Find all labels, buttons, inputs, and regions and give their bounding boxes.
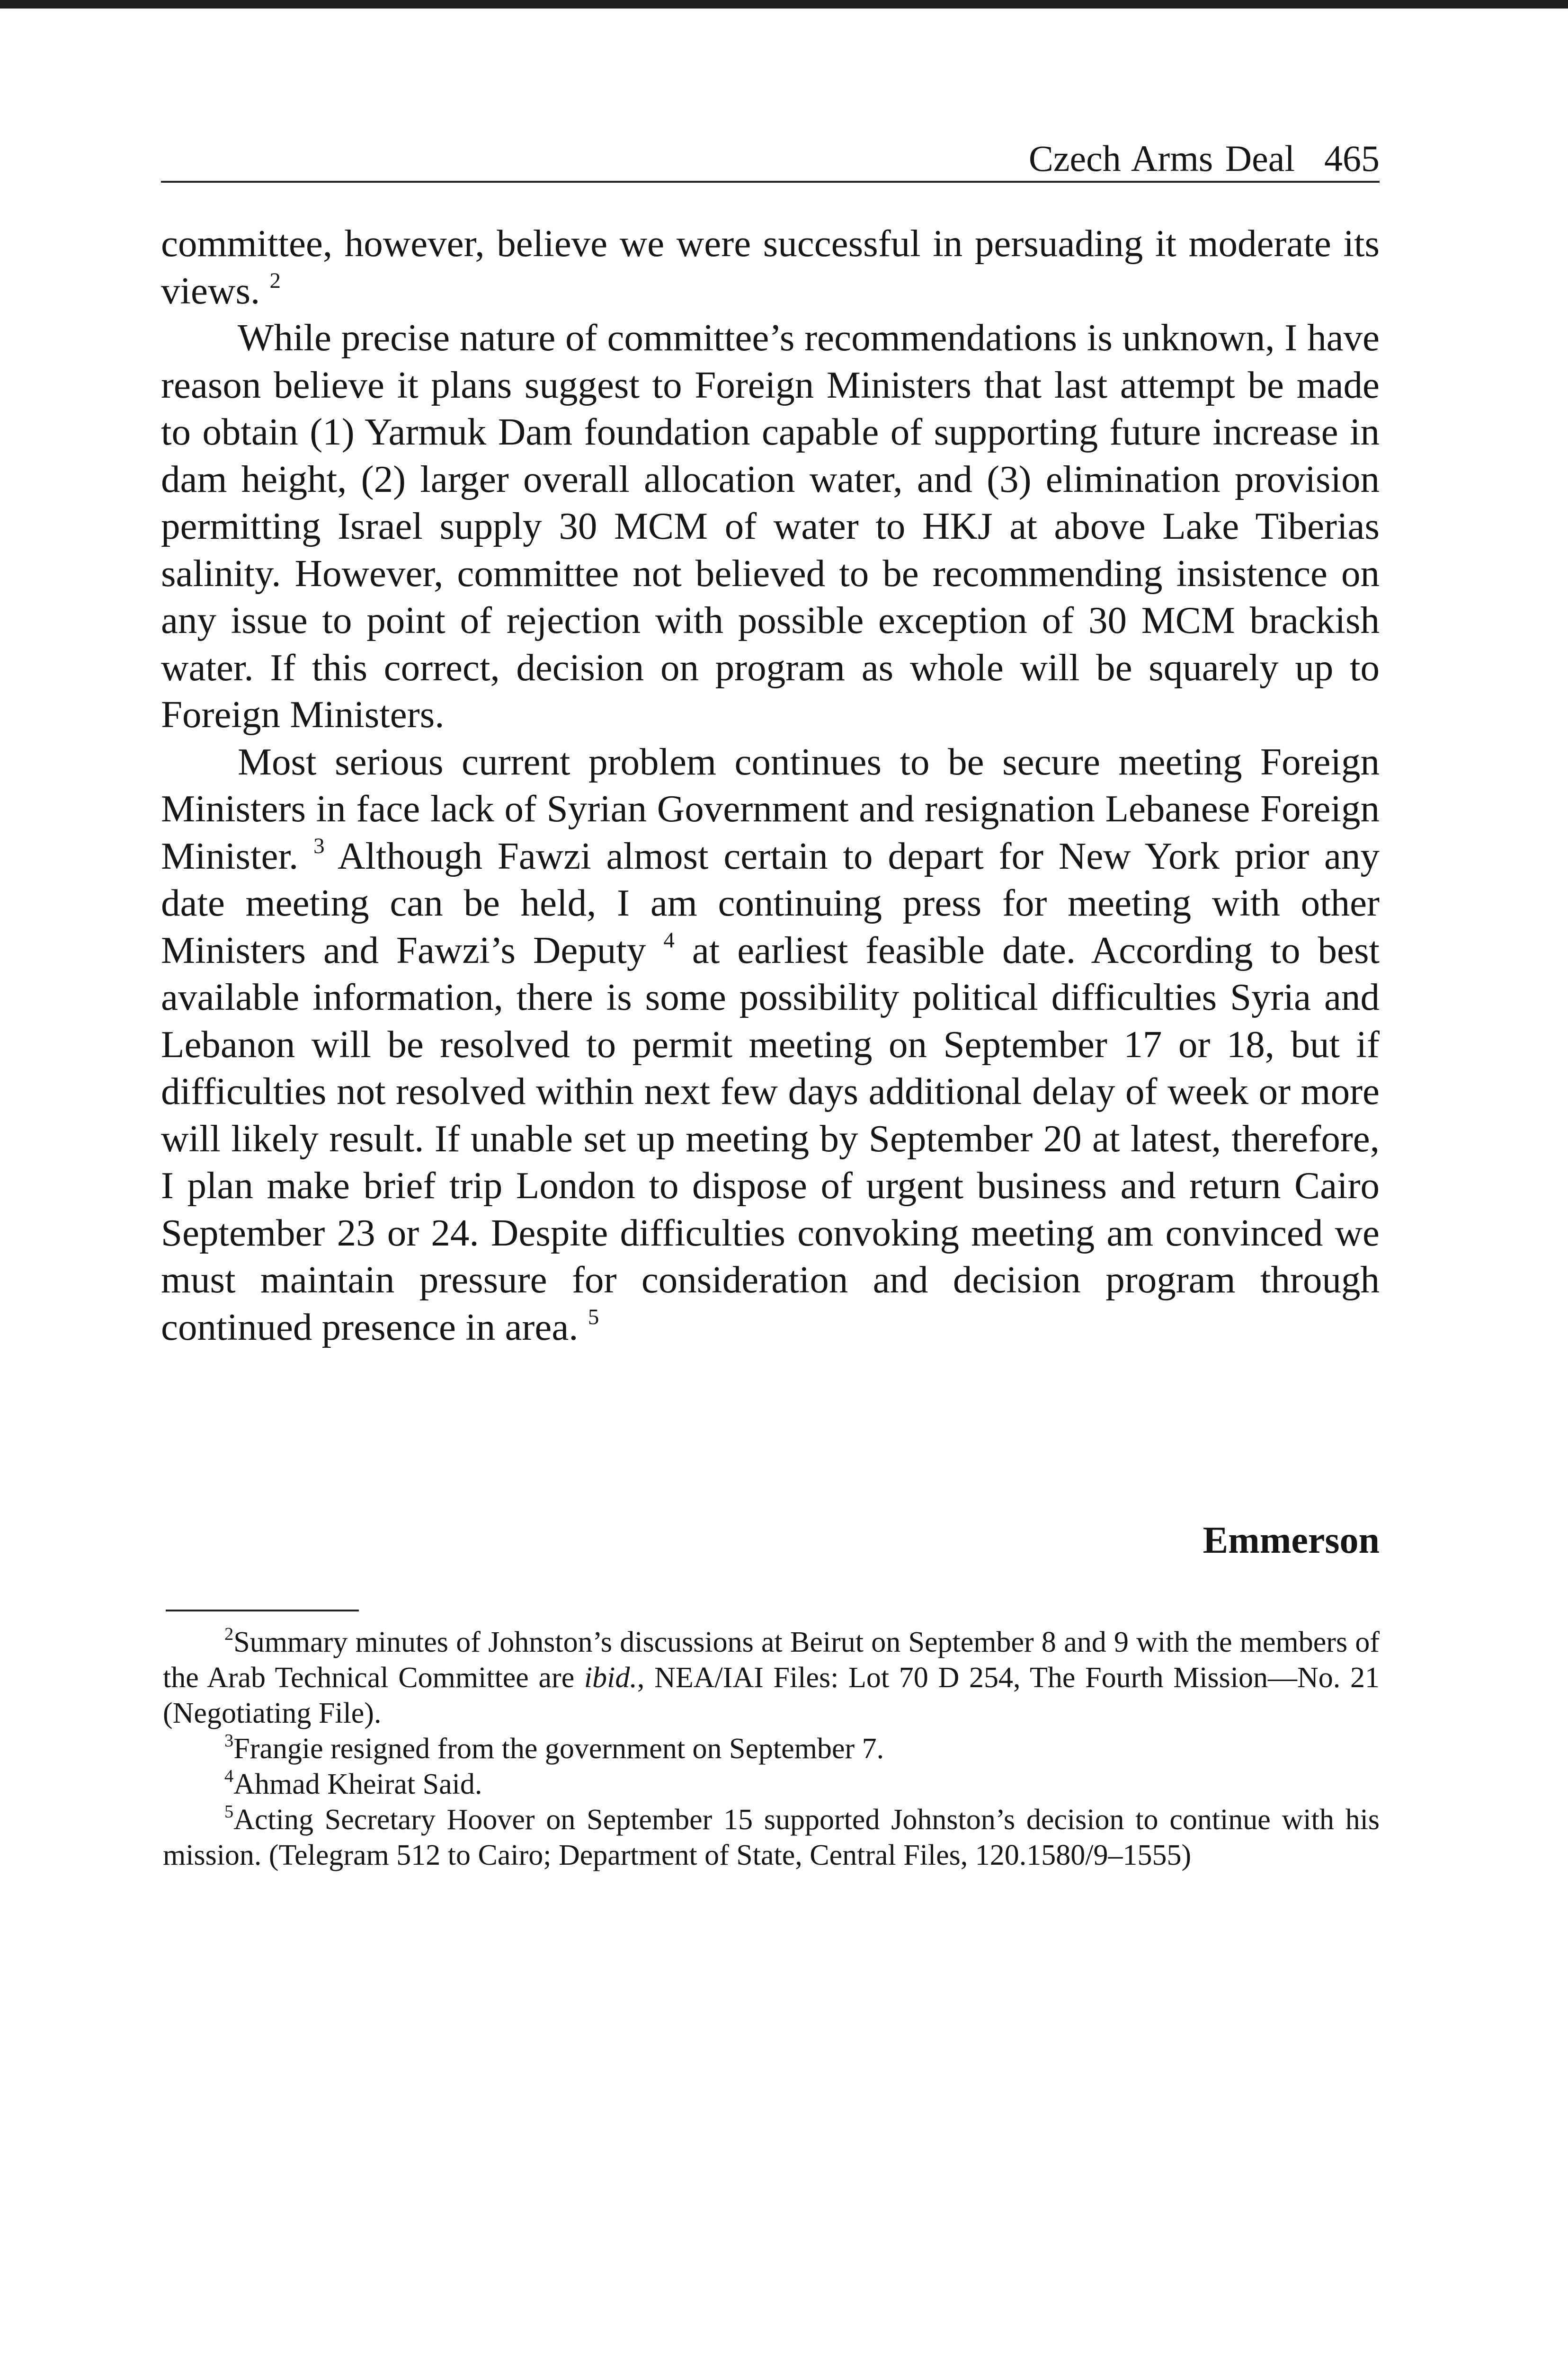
running-title: Czech Arms Deal [1028, 138, 1295, 179]
page-number: 465 [1324, 138, 1380, 179]
signature: Emmerson [1203, 1520, 1380, 1561]
paragraph-2-text: While precise nature of committee’s recommendations is unknown, I have reason believe it plans suggest to Foreign Ministers that last attempt be made to obtain (1) Yarmuk Dam foundation capable of supporting future increase in dam height, (2) larger overall allocation water, and (3) elimination provision permitting Israel supply 30 MCM of water to HKJ at above Lake Tiberias salinity. However, committee not believed to be recommending insistence on any issue to point of rejection with possible exception of 30 MCM brackish water. If this correct, decision on program as whole will be squarely up to Foreign Ministers. [161, 316, 1380, 736]
paragraph-3 [161, 739, 1380, 1351]
paragraph-3-text-b: Although Fawzi almost certain to depart for New York prior any date meeting can be held, I am continuing press for meeting with other Ministers and Fawzi’s Deputy [161, 834, 1380, 971]
footnote-number: 5 [224, 1801, 234, 1822]
footnote-ref-4: 4 [663, 927, 675, 952]
footnote-4 [163, 1767, 1380, 1802]
footnote-ref-3: 3 [313, 833, 325, 858]
footnote-number: 4 [224, 1766, 234, 1786]
paragraph-2 [161, 314, 1380, 739]
footnote-italic-ibid: ibid. [584, 1662, 637, 1694]
paragraph-3-text-a: Most serious current problem continues to be secure meeting Foreign Ministers in face lack of Syrian Government and resignation Lebanese Foreign Minister. [161, 740, 1380, 877]
paragraph-1-text: committee, however, believe we were successful in persuading it moderate its views. [161, 222, 1380, 312]
footnote-text: Ahmad Kheirat Said. [233, 1768, 482, 1800]
footnote-text: Summary minutes of Johnston’s discussions at Beirut on September 8 and 9 with the members of the Arab Technical Committee are [163, 1626, 1380, 1694]
footnote-5 [163, 1802, 1380, 1873]
footnote-text-continued: , NEA/IAI Files: Lot 70 D 254, The Fourth Mission—No. 21 (Negotiating File). [163, 1662, 1380, 1729]
footnote-divider [166, 1610, 359, 1611]
footnote-text: Acting Secretary Hoover on September 15 supported Johnston’s decision to continue with his mission. (Telegram 512 to Cairo; Department of State, Central Files, 120.1580/9–1555) [163, 1804, 1380, 1871]
running-head [1029, 140, 1380, 177]
footnote-ref-5: 5 [588, 1304, 599, 1329]
footnote-3 [163, 1731, 1380, 1767]
footnotes [163, 1625, 1380, 1873]
footnote-number: 3 [224, 1730, 234, 1751]
footnote-number: 2 [224, 1624, 234, 1644]
body-text [161, 220, 1380, 1351]
paragraph-3-text-c: at earliest feasible date. According to best available information, there is some possibility political difficulties Syria and Lebanon will be resolved to permit meeting on September 17 or 18, but if difficulties not resolved within next few days additional delay of week or more will likely result. If unable set up meeting by September 20 at latest, therefore, I plan make brief trip London to dispose of urgent business and return Cairo September 23 or 24. Despite difficulties convoking meeting am convinced we must maintain pressure for consideration and decision program through continued presence in area. [161, 928, 1380, 1348]
footnote-2 [163, 1625, 1380, 1731]
footnote-ref-2: 2 [269, 268, 281, 293]
footnote-text: Frangie resigned from the government on September 7. [233, 1733, 884, 1765]
page-header [161, 127, 1380, 183]
scan-top-edge [0, 0, 1568, 9]
paragraph-1 [161, 220, 1380, 314]
